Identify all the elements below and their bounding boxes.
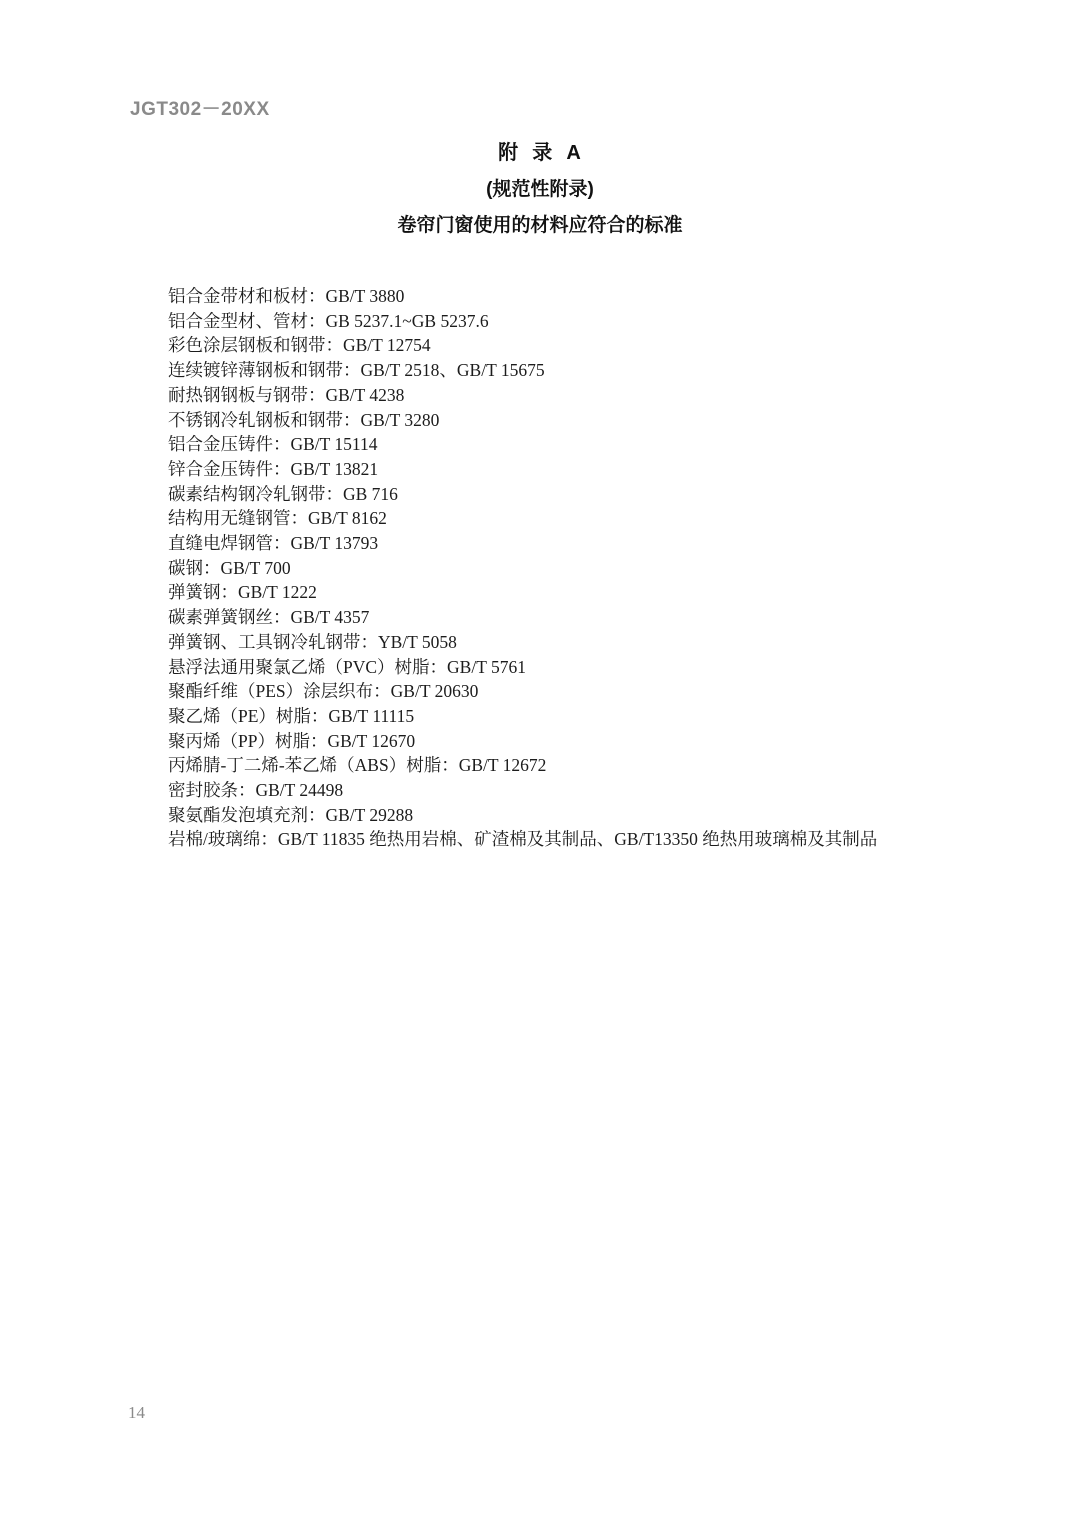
material-standard-line: 不锈钢冷轧钢板和钢带：GB/T 3280 xyxy=(168,409,440,430)
appendix-title: 附 录 A xyxy=(498,142,582,164)
material-standard-line: 铝合金型材、管材：GB 5237.1~GB 5237.6 xyxy=(168,310,489,331)
appendix-subtitle: (规范性附录) xyxy=(486,179,594,200)
standard-code-header: JGT302－20XX xyxy=(130,99,270,120)
material-standard-line: 彩色涂层钢板和钢带：GB/T 12754 xyxy=(168,335,431,356)
material-standard-line: 聚酯纤维（PES）涂层织布：GB/T 20630 xyxy=(168,681,479,702)
material-standard-line: 碳素弹簧钢丝：GB/T 4357 xyxy=(168,607,370,628)
material-standard-line: 弹簧钢：GB/T 1222 xyxy=(168,582,317,603)
material-standard-line: 铝合金压铸件：GB/T 15114 xyxy=(168,434,378,455)
material-standard-line: 铝合金带材和板材：GB/T 3880 xyxy=(168,286,405,306)
material-standard-line: 岩棉/玻璃绵：GB/T 11835 绝热用岩棉、矿渣棉及其制品、GB/T13350 绝热用玻璃棉及其制品 xyxy=(168,829,878,850)
material-standard-line: 碳钢：GB/T 700 xyxy=(168,557,291,578)
page-number: 14 xyxy=(128,1403,145,1422)
material-standard-line: 密封胶条：GB/T 24498 xyxy=(168,780,344,801)
material-standard-line: 碳素结构钢冷轧钢带：GB 716 xyxy=(168,483,398,504)
appendix-title-block xyxy=(0,140,1080,238)
material-standard-line: 结构用无缝钢管：GB/T 8162 xyxy=(168,508,387,529)
material-standard-line: 悬浮法通用聚氯乙烯（PVC）树脂：GB/T 5761 xyxy=(168,656,526,677)
material-standard-line: 连续镀锌薄钢板和钢带：GB/T 2518、GB/T 15675 xyxy=(168,360,545,381)
material-standard-line: 直缝电焊钢管：GB/T 13793 xyxy=(168,533,379,554)
material-standard-line: 耐热钢钢板与钢带：GB/T 4238 xyxy=(168,384,405,405)
materials-standards-list xyxy=(168,284,1028,852)
material-standard-line: 丙烯腈-丁二烯-苯乙烯（ABS）树脂：GB/T 12672 xyxy=(168,755,547,776)
material-standard-line: 锌合金压铸件：GB/T 13821 xyxy=(168,458,379,479)
material-standard-line: 聚氨酯发泡填充剂：GB/T 29288 xyxy=(168,804,414,825)
material-standard-line: 弹簧钢、工具钢冷轧钢带：YB/T 5058 xyxy=(168,631,457,652)
appendix-heading: 卷帘门窗使用的材料应符合的标准 xyxy=(397,215,683,236)
material-standard-line: 聚丙烯（PP）树脂：GB/T 12670 xyxy=(168,730,416,751)
material-standard-line: 聚乙烯（PE）树脂：GB/T 11115 xyxy=(168,705,415,726)
